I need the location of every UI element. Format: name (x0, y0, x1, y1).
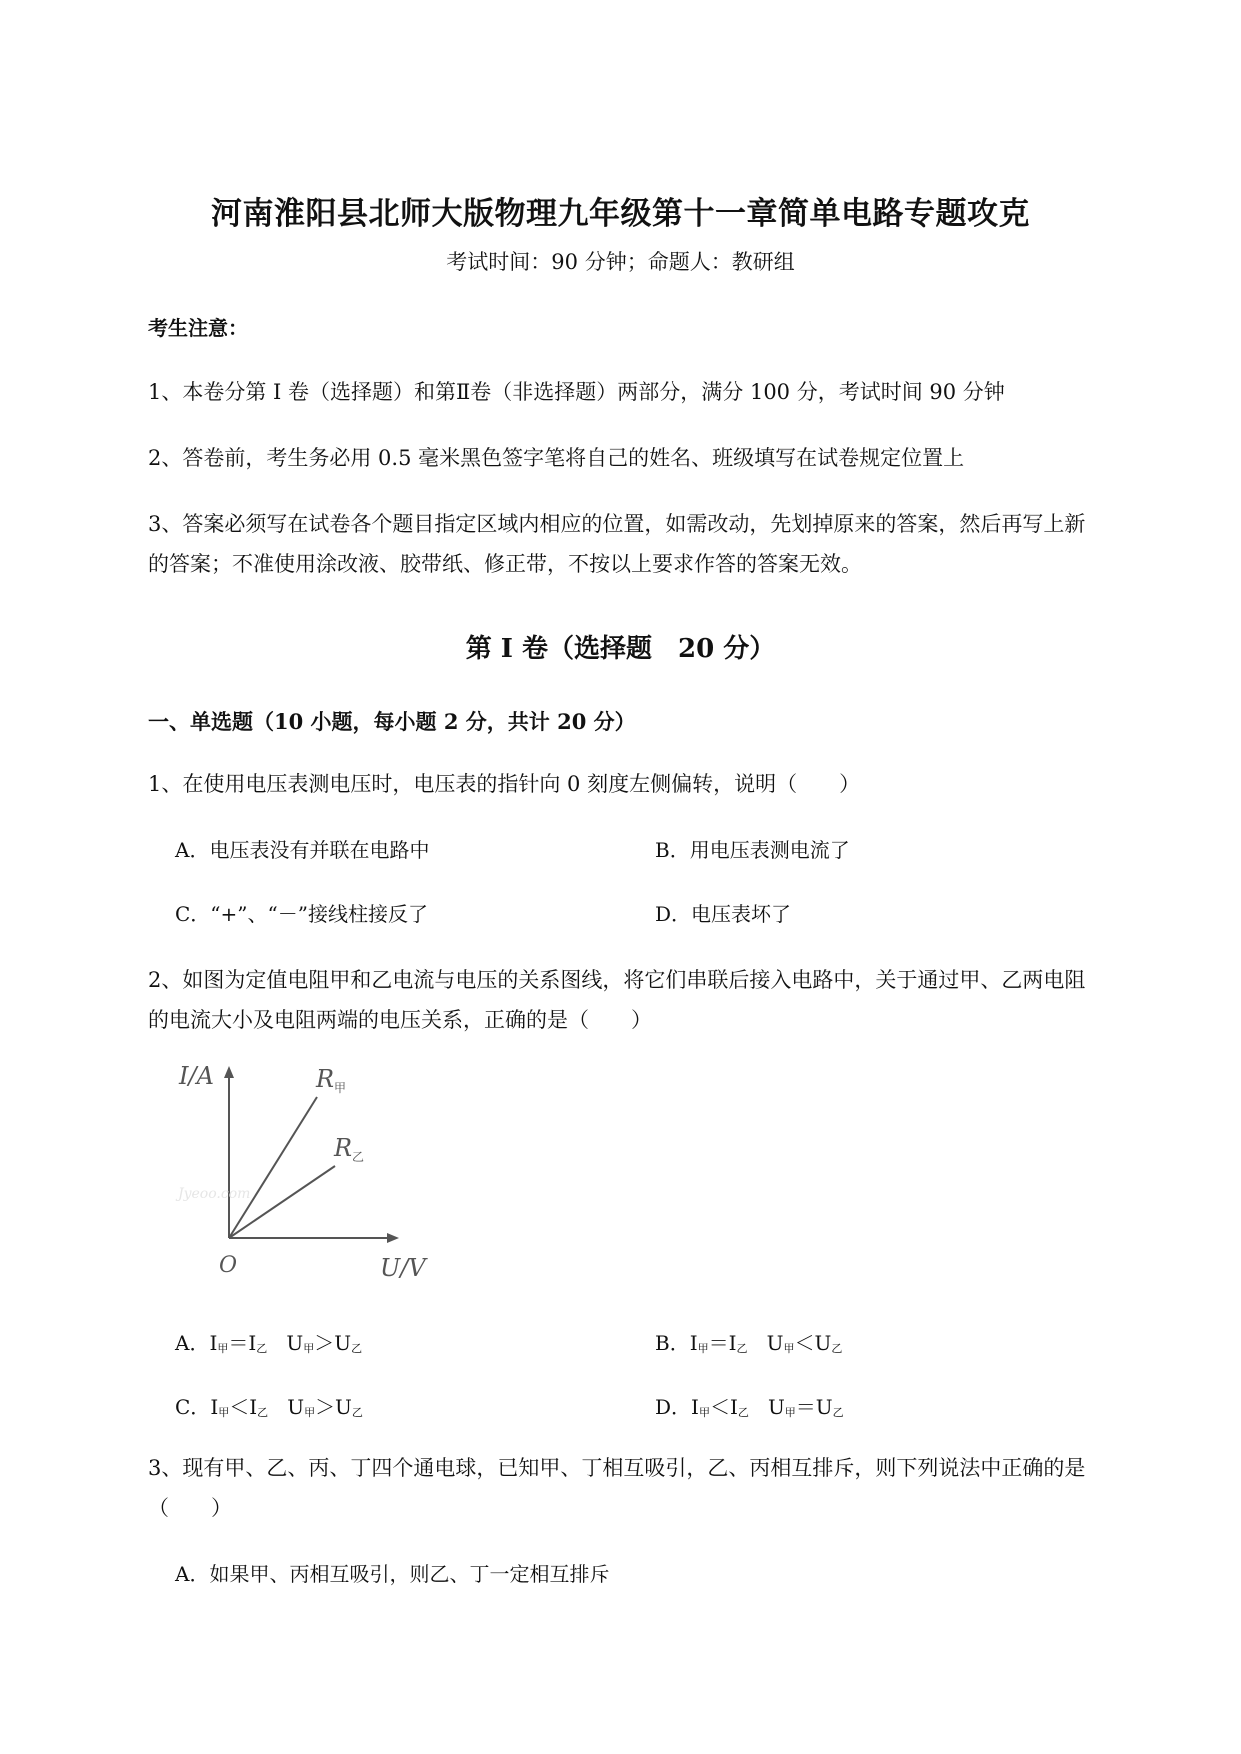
origin-label: O (219, 1253, 238, 1278)
relation: ＜I (709, 1395, 738, 1419)
current-symbol: I (691, 1395, 699, 1419)
relation: ＜U (794, 1331, 832, 1355)
relation: ＜I (229, 1395, 258, 1419)
line-r-jia (229, 1097, 317, 1238)
watermark: Jyeoo.com (178, 1186, 251, 1202)
y-axis-arrow (224, 1066, 234, 1078)
subscript-yi: 乙 (736, 1342, 748, 1355)
subscript-yi: 乙 (831, 1342, 843, 1355)
relation: ＝U (795, 1395, 833, 1419)
question-2-stem-cont: 的电流大小及电阻两端的电压关系，正确的是（ ） (148, 1008, 652, 1032)
question-2-stem: 2、如图为定值电阻甲和乙电流与电压的关系图线，将它们串联后接入电路中，关于通过甲、乙两电阻 (148, 968, 1086, 992)
q2-option-b[interactable] (655, 1327, 842, 1356)
exam-info: 考试时间：90 分钟；命题人：教研组 (446, 250, 795, 274)
x-axis-label: U/V (380, 1254, 426, 1282)
subscript-jia: 甲 (303, 1342, 315, 1355)
subscript-yi: 乙 (351, 1342, 363, 1355)
subscript-yi: 乙 (737, 1406, 749, 1419)
q3-option-a[interactable]: A．如果甲、丙相互吸引，则乙、丁一定相互排斥 (175, 1562, 610, 1586)
notice-item-1: 1、本卷分第 I 卷（选择题）和第Ⅱ卷（非选择题）两部分，满分 100 分，考试时间 90 分钟 (148, 380, 1005, 404)
part-heading: 一、单选题（10 小题，每小题 2 分，共计 20 分） (148, 709, 636, 734)
subscript-jia: 甲 (304, 1406, 316, 1419)
r-yi-subscript: 乙 (352, 1150, 365, 1164)
question-3-stem: 3、现有甲、乙、丙、丁四个通电球，已知甲、丁相互吸引，乙、丙相互排斥，则下列说法中正确的是 (148, 1456, 1086, 1480)
current-symbol: I (689, 1331, 698, 1355)
q2-option-c[interactable] (175, 1391, 363, 1420)
q1-option-c[interactable]: C．“+”、“－”接线柱接反了 (175, 902, 428, 926)
notice-item-3-cont: 的答案；不准使用涂改液、胶带纸、修正带，不按以上要求作答的答案无效。 (148, 552, 862, 576)
current-symbol: I (210, 1395, 219, 1419)
q1-option-d[interactable]: D．电压表坏了 (655, 902, 792, 926)
q1-option-b[interactable]: B．用电压表测电流了 (655, 838, 850, 862)
option-letter: A． (175, 1331, 210, 1355)
option-letter: C． (175, 1395, 211, 1419)
subscript-jia: 甲 (783, 1342, 795, 1355)
notice-item-2: 2、答卷前，考生务必用 0.5 毫米黑色签字笔将自己的姓名、班级填写在试卷规定位置上 (148, 446, 965, 470)
relation: ＝I (708, 1331, 737, 1355)
question-1-stem: 1、在使用电压表测电压时，电压表的指针向 0 刻度左侧偏转，说明（ ） (148, 772, 861, 796)
q1-option-a[interactable]: A．电压表没有并联在电路中 (175, 838, 430, 862)
relation: ＞U (315, 1395, 352, 1419)
subscript-jia: 甲 (217, 1342, 229, 1355)
notice-heading: 考生注意： (148, 316, 248, 340)
iv-graph (178, 1060, 445, 1285)
page-title: 河南淮阳县北师大版物理九年级第十一章简单电路专题攻克 (211, 196, 1030, 232)
subscript-jia: 甲 (698, 1406, 710, 1419)
subscript-jia: 甲 (784, 1406, 796, 1419)
notice-item-3: 3、答案必须写在试卷各个题目指定区域内相应的位置，如需改动，先划掉原来的答案，然后再写上新 (148, 512, 1086, 536)
subscript-jia: 甲 (218, 1406, 230, 1419)
x-axis-arrow (387, 1233, 399, 1243)
subscript-yi: 乙 (257, 1406, 269, 1419)
voltage-symbol: U (287, 1395, 305, 1419)
question-3-stem-cont: （ ） (148, 1496, 232, 1520)
y-axis-label: I/A (179, 1062, 214, 1090)
subscript-yi: 乙 (351, 1406, 363, 1419)
relation: ＝I (228, 1331, 257, 1355)
q2-option-d[interactable] (655, 1391, 844, 1420)
subscript-yi: 乙 (256, 1342, 268, 1355)
option-letter: B． (655, 1331, 690, 1355)
q2-option-a[interactable] (175, 1327, 362, 1356)
line-r-yi (229, 1166, 335, 1238)
current-symbol: I (209, 1331, 218, 1355)
voltage-symbol: U (766, 1331, 784, 1355)
voltage-symbol: U (286, 1331, 304, 1355)
subscript-jia: 甲 (697, 1342, 709, 1355)
option-letter: D． (655, 1395, 692, 1419)
r-jia-subscript: 甲 (334, 1081, 347, 1095)
r-jia-label: R (316, 1065, 335, 1093)
subscript-yi: 乙 (832, 1406, 844, 1419)
r-yi-label: R (334, 1134, 353, 1162)
section-title: 第 I 卷（选择题 20 分） (465, 634, 776, 664)
relation: ＞U (314, 1331, 352, 1355)
voltage-symbol: U (767, 1395, 785, 1419)
